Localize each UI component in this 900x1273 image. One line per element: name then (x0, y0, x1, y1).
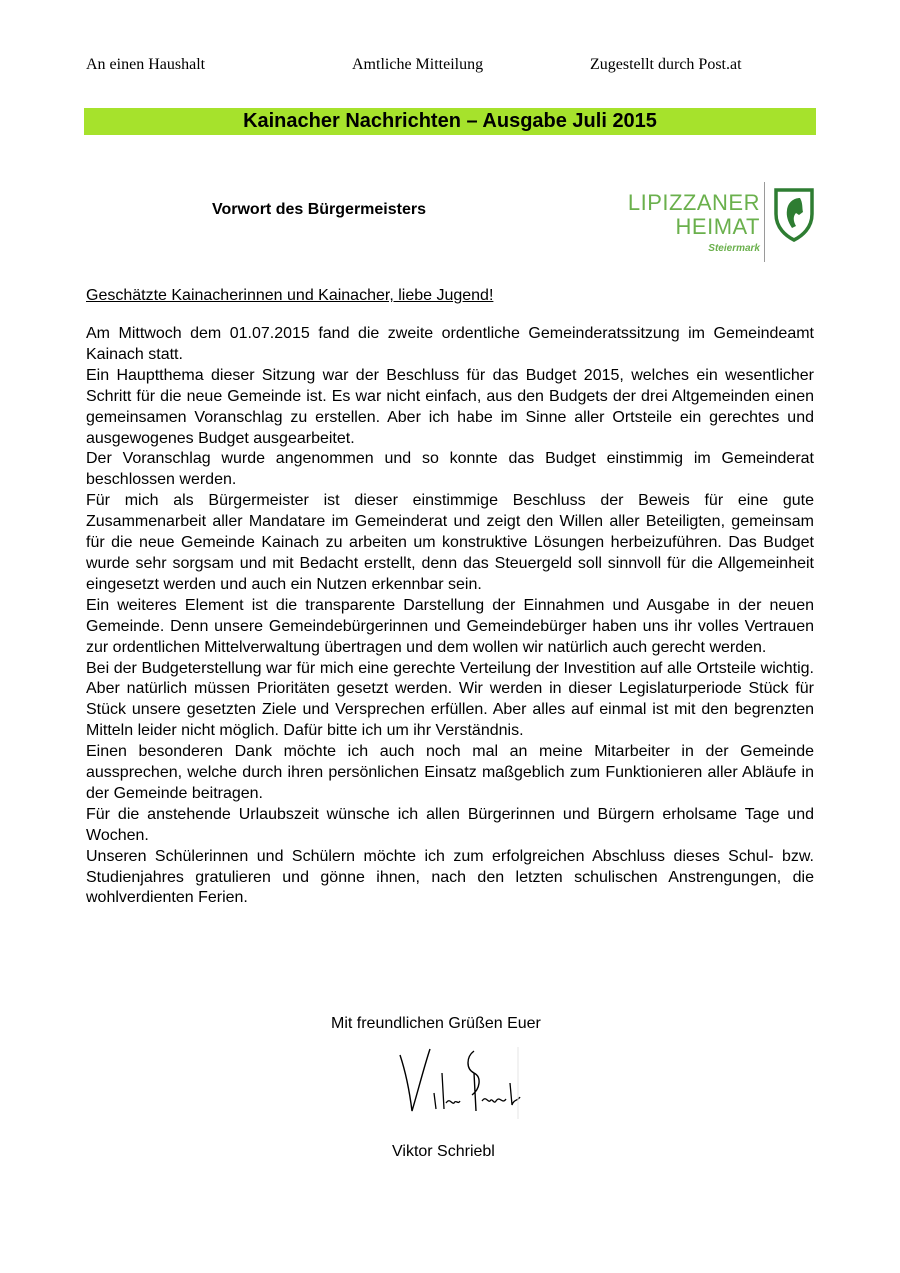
greeting: Geschätzte Kainacherinnen und Kainacher, liebe Jugend! (86, 287, 494, 304)
header-center: Amtliche Mitteilung (352, 56, 484, 73)
logo-subtitle: Steiermark (708, 243, 760, 254)
header-right: Zugestellt durch Post.at (590, 56, 742, 73)
letter-body (86, 324, 814, 909)
paragraph: Der Voranschlag wurde angenommen und so konnte das Budget einstimmig im Gemeinderat beschlossen werden. (86, 450, 814, 489)
paragraph: Bei der Budgeterstellung war für mich eine gerechte Verteilung der Investition auf alle Ortsteile wichtig. Aber natürlich müssen Prioritäten gesetzt werden. Wir werden in dieser Legislaturperiode Stück für Stück unsere gesetzten Ziele und Versprechen erfüllen. Aber alles auf einmal ist mit den begrenzten Mitteln leider nicht möglich. Dafür bitte ich um ihr Verständnis. (86, 659, 814, 740)
paragraph: Für die anstehende Urlaubszeit wünsche ich allen Bürgerinnen und Bürgern erholsame Tage und Wochen. (86, 805, 814, 844)
title-banner (84, 108, 816, 135)
paragraph: Einen besonderen Dank möchte ich auch noch mal an meine Mitarbeiter in der Gemeinde aussprechen, welche durch ihren persönlichen Einsatz maßgeblich zum Funktionieren aller Abläufe in der Gemeinde beitragen. (86, 743, 814, 802)
paragraph: Ein Hauptthema dieser Sitzung war der Beschluss für das Budget 2015, welches ein wesentlicher Schritt für die neue Gemeinde ist. Es war nicht einfach, aus den Budgets der drei Altgemeinden einen gemeinsamen Voranschlag zu erstellen. Aber ich habe im Sinne aller Ortsteile ein gerechtes und ausgewogenes Budget ausgearbeitet. (86, 366, 814, 447)
logo-line1: LIPIZZANER (627, 190, 760, 215)
horse-head-shield-icon (772, 186, 816, 242)
banner-title: Kainacher Nachrichten – Ausgabe Juli 2015 (243, 110, 657, 132)
logo-divider (764, 182, 765, 262)
foreword-title: Vorwort des Bürgermeisters (212, 201, 426, 218)
paragraph: Ein weiteres Element ist die transparente Darstellung der Einnahmen und Ausgabe in der neuen Gemeinde. Denn unsere Gemeindebürgerinnen und Gemeindebürger haben uns ihr volles Vertrauen zur ordentlichen Mittelverwaltung übertragen und dem wollen wir natürlich auch gerecht werden. (86, 596, 814, 656)
paragraph: Am Mittwoch dem 01.07.2015 fand die zweite ordentliche Gemeinderatssitzung im Gemeindeamt Kainach statt. (86, 325, 814, 363)
paragraph: Für mich als Bürgermeister ist dieser einstimmige Beschluss der Beweis für eine gute Zusammenarbeit aller Mandatare im Gemeinderat und zeigt den Willen aller Beteiligten, gemeinsam für die neue Gemeinde Kainach zu arbeiten um konstruktive Lösungen herbeizuführen. Das Budget wurde sehr sorgsam und mit Bedacht erstellt, denn das Steuergeld soll sinnvoll für die Allgemeinheit eingesetzt werden und auch ein Nutzen erkennbar sein. (86, 492, 814, 593)
signature-image (396, 1043, 526, 1123)
logo-line2: HEIMAT (675, 214, 760, 239)
closing-phrase: Mit freundlichen Grüßen Euer (331, 1015, 541, 1032)
signer-name: Viktor Schriebl (392, 1143, 495, 1160)
paragraph: Unseren Schülerinnen und Schülern möchte ich zum erfolgreichen Abschluss dieses Schul- bzw. Studienjahres gratulieren und gönne ihnen, nach den letzten schulischen Anstrengungen, die wohlverdienten Ferien. (86, 847, 814, 907)
header-left: An einen Haushalt (86, 56, 206, 73)
lipizzaner-heimat-logo (612, 180, 812, 264)
